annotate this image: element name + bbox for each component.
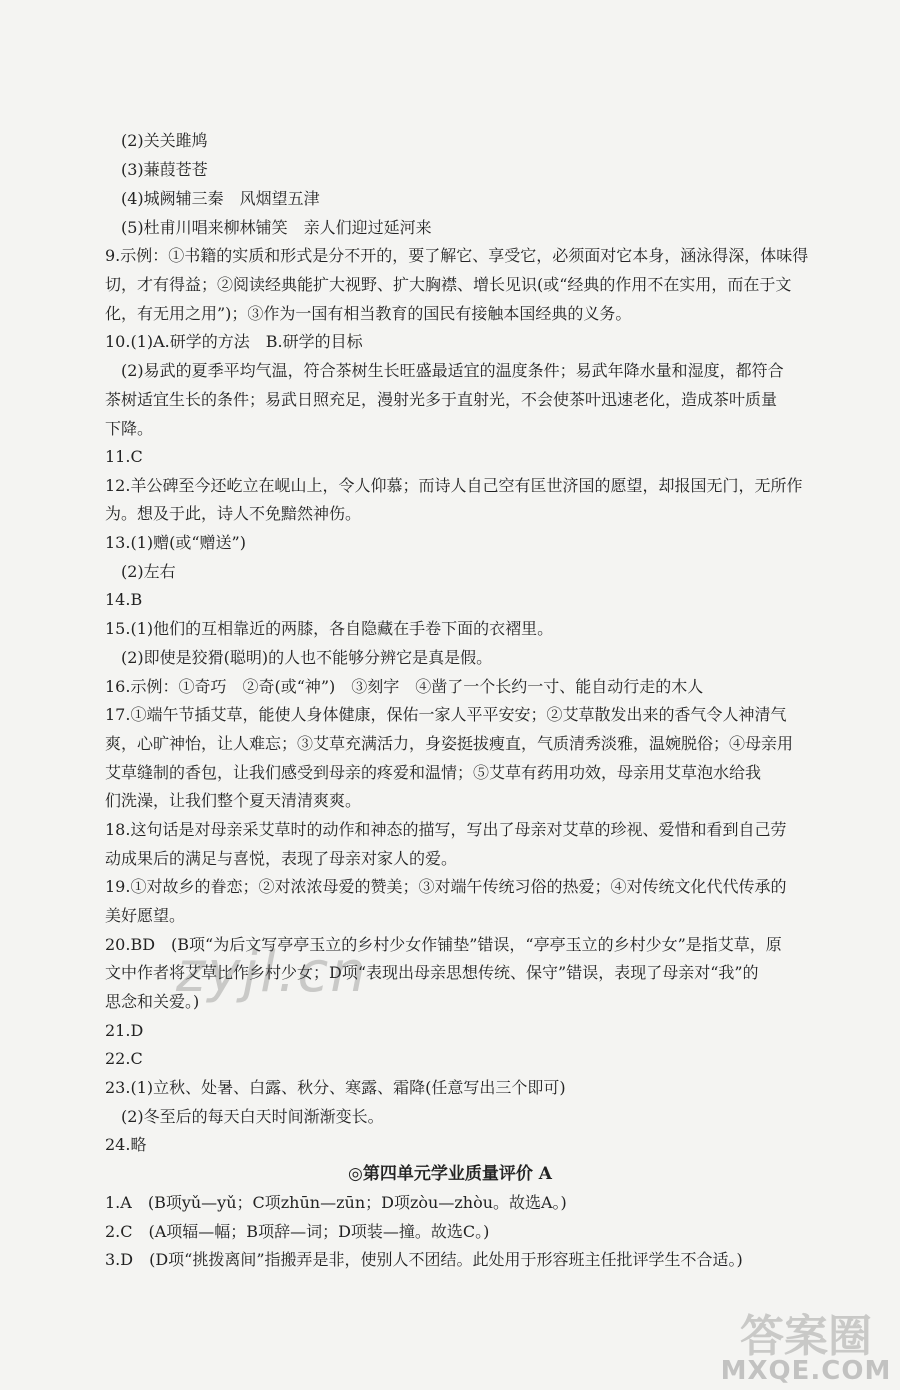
answer-10-2-cont: 下降。 <box>105 419 154 438</box>
watermark-logo-cn: 答案圈 <box>740 1311 872 1362</box>
answer-19: 19.①对故乡的眷恋；②对浓浓母爱的赞美；③对端午传统习俗的热爱；④对传统文化代代传承的 <box>105 877 787 896</box>
section-answer-1: 1.A (B项yǔ—yǔ；C项zhūn—zūn；D项zòu—zhòu。故选A。) <box>105 1193 567 1212</box>
answer-12-cont: 为。想及于此，诗人不免黯然神伤。 <box>105 504 362 523</box>
answer-17-cont: 艾草缝制的香包，让我们感受到母亲的疼爱和温情；⑤艾草有药用功效，母亲用艾草泡水给我 <box>105 763 762 782</box>
answer-10-2: (2)易武的夏季平均气温，符合茶树生长旺盛最适宜的温度条件；易武年降水量和湿度，都符合 <box>121 361 784 380</box>
answer-17-cont: 们洗澡，让我们整个夏天清清爽爽。 <box>105 791 362 810</box>
answer-9: 9.示例：①书籍的实质和形式是分不开的，要了解它、享受它，必须面对它本身，涵泳得深，体味得 <box>105 246 809 265</box>
answer-10-2-cont: 茶树适宜生长的条件；易武日照充足，漫射光多于直射光，不会使茶叶迅速老化，造成茶叶质量 <box>105 390 778 409</box>
answer-10-1: 10.(1)A.研学的方法 B.研学的目标 <box>105 332 363 351</box>
answer-14: 14.B <box>105 590 143 609</box>
answer-20: 20.BD (B项“为后文写亭亭玉立的乡村少女作铺垫”错误，“亭亭玉立的乡村少女”是指艾草，原 <box>105 935 782 954</box>
watermark-logo <box>716 1300 896 1388</box>
answer-9-cont: 化，有无用之用”)；③作为一国有相当教育的国民有接触本国经典的义务。 <box>105 304 632 323</box>
answer-24: 24.略 <box>105 1135 147 1154</box>
watermark-text: zyjl.cn <box>176 940 368 1005</box>
answer-8-4: (4)城阙辅三秦 风烟望五津 <box>121 189 320 208</box>
answer-8-3: (3)蒹葭苍苍 <box>121 160 208 179</box>
answer-13-2: (2)左右 <box>121 562 176 581</box>
answer-12: 12.羊公碑至今还屹立在岘山上，令人仰慕；而诗人自己空有匡世济国的愿望，却报国无门，无所作 <box>105 476 803 495</box>
answer-19-cont: 美好愿望。 <box>105 906 186 925</box>
answer-15-2: (2)即使是狡猾(聪明)的人也不能够分辨它是真是假。 <box>121 648 493 667</box>
section-answer-3: 3.D (D项“挑拨离间”指搬弄是非，使别人不团结。此处用于形容班主任批评学生不合适。) <box>105 1250 743 1269</box>
answer-23-1: 23.(1)立秋、处暑、白露、秋分、寒露、霜降(任意写出三个即可) <box>105 1078 566 1097</box>
answer-8-5: (5)杜甫川唱来柳林铺笑 亲人们迎过延河来 <box>121 218 432 237</box>
answer-18: 18.这句话是对母亲采艾草时的动作和神态的描写，写出了母亲对艾草的珍视、爱惜和看到自己劳 <box>105 820 787 839</box>
answer-11: 11.C <box>105 447 143 466</box>
answer-13-1: 13.(1)赠(或“赠送”) <box>105 533 246 552</box>
answer-15-1: 15.(1)他们的互相靠近的两膝，各自隐藏在手卷下面的衣褶里。 <box>105 619 554 638</box>
answer-17: 17.①端午节插艾草，能使人身体健康，保佑一家人平平安安；②艾草散发出来的香气令人神清气 <box>105 705 787 724</box>
answer-23-2: (2)冬至后的每天白天时间渐渐变长。 <box>121 1107 384 1126</box>
section-heading: ◎第四单元学业质量评价 A <box>348 1164 552 1184</box>
watermark-logo-en: MXQE.COM <box>720 1356 892 1386</box>
answer-9-cont: 切，才有得益；②阅读经典能扩大视野、扩大胸襟、增长见识(或“经典的作用不在实用，而在于文 <box>105 275 792 294</box>
answer-18-cont: 动成果后的满足与喜悦，表现了母亲对家人的爱。 <box>105 849 458 868</box>
answer-16: 16.示例：①奇巧 ②奇(或“神”) ③刻字 ④凿了一个长约一寸、能自动行走的木人 <box>105 677 704 696</box>
answer-22: 22.C <box>105 1049 143 1068</box>
section-answer-2: 2.C (A项辐—幅；B项辞—词；D项装—撞。故选C。) <box>105 1222 490 1241</box>
answer-8-2: (2)关关雎鸠 <box>121 131 208 150</box>
answer-17-cont: 爽，心旷神怡，让人难忘；③艾草充满活力，身姿挺拔瘦直，气质清秀淡雅，温婉脱俗；④母亲用 <box>105 734 794 753</box>
answer-20-cont: 文中作者将艾草比作乡村少女；D项“表现出母亲思想传统、保守”错误，表现了母亲对“我”的 <box>105 963 759 982</box>
answer-21: 21.D <box>105 1021 144 1040</box>
answer-20-cont: 思念和关爱。) <box>105 992 200 1011</box>
